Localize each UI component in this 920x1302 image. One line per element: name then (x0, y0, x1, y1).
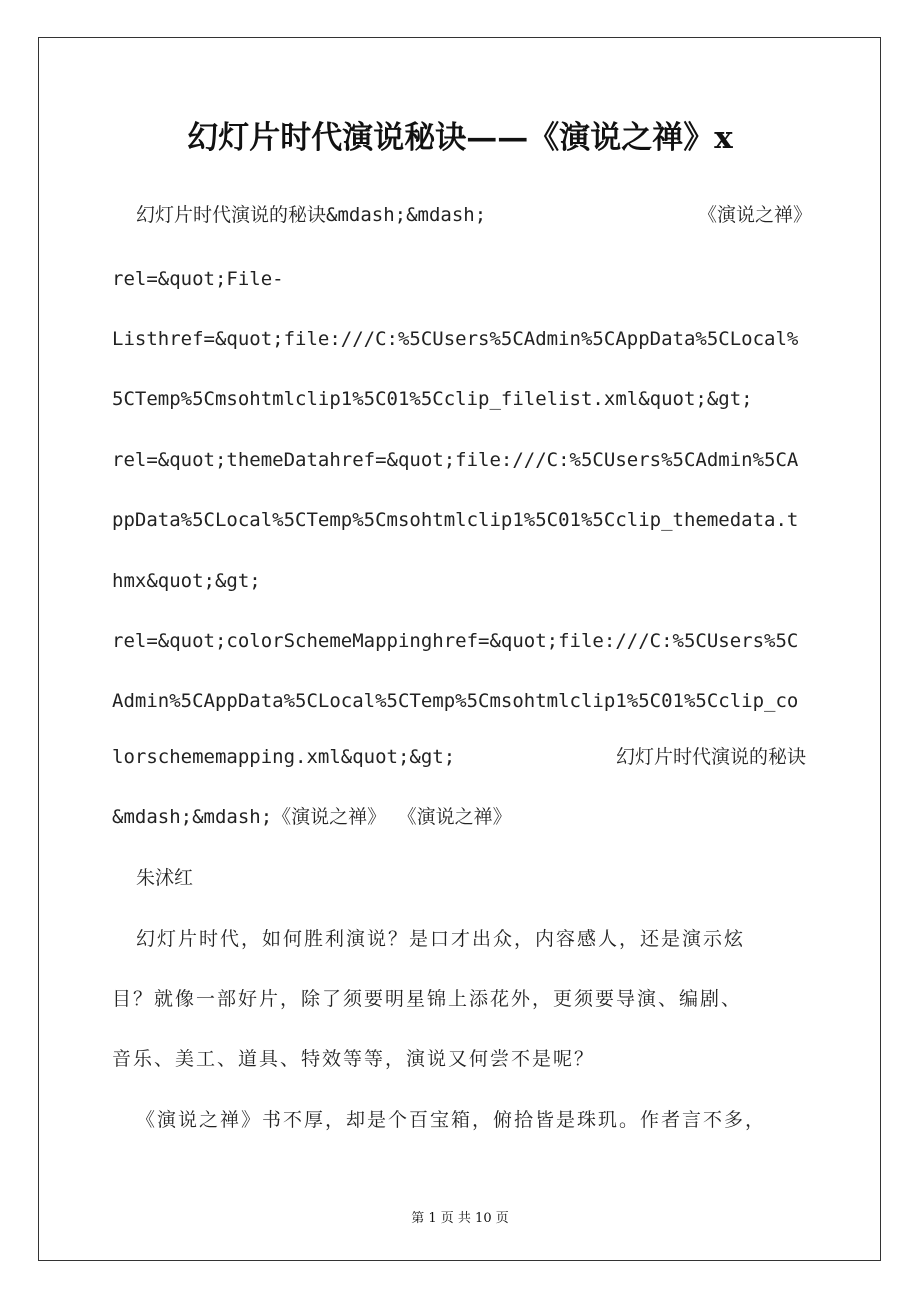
text-line: hmx&quot;&gt; (112, 570, 261, 592)
text-segment: 幻灯片时代演说的秘诀 (615, 746, 806, 768)
text-line: rel=&quot;File- (112, 268, 284, 290)
text-line: &mdash;&mdash;《演说之禅》 《演说之禅》 (112, 806, 512, 828)
text-segment: 幻灯片时代演说的秘诀&mdash;&mdash; (136, 204, 487, 226)
paragraph-line: 幻灯片时代，如何胜利演说？是口才出众，内容感人，还是演示炫 (136, 928, 746, 950)
text-line (112, 745, 812, 769)
paragraph-line: 目？就像一部好片，除了须要明星锦上添花外，更须要导演、编剧、 (112, 988, 743, 1010)
text-line: Admin%5CAppData%5CLocal%5CTemp%5Cmsohtmlclip1%5C01%5Cclip_co (112, 690, 799, 712)
text-line: 5CTemp%5Cmsohtmlclip1%5C01%5Cclip_filelist.xml&quot;&gt; (112, 388, 753, 410)
text-segment: 《演说之禅》 (697, 204, 812, 226)
text-line: ppData%5CLocal%5CTemp%5Cmsohtmlclip1%5C01%5Cclip_themedata.t (112, 509, 799, 531)
paragraph-line: 《演说之禅》书不厚，却是个百宝箱，俯拾皆是珠玑。作者言不多， (136, 1109, 767, 1131)
text-line: rel=&quot;colorSchemeMappinghref=&quot;file:///C:%5CUsers%5C (112, 630, 799, 652)
author-name: 朱沭红 (136, 867, 194, 889)
text-segment: lorschememapping.xml&quot;&gt; (112, 746, 456, 768)
document-title: 幻灯片时代演说秘诀——《演说之禅》x (187, 120, 733, 156)
text-line: Listhref=&quot;file:///C:%5CUsers%5CAdmin%5CAppData%5CLocal% (112, 328, 799, 350)
text-line (112, 203, 812, 227)
page-number-footer: 第 1 页 共 10 页 (411, 1211, 509, 1226)
text-line: rel=&quot;themeDatahref=&quot;file:///C:%5CUsers%5CAdmin%5CA (112, 449, 799, 471)
paragraph-line: 音乐、美工、道具、特效等等，演说又何尝不是呢？ (112, 1048, 596, 1070)
